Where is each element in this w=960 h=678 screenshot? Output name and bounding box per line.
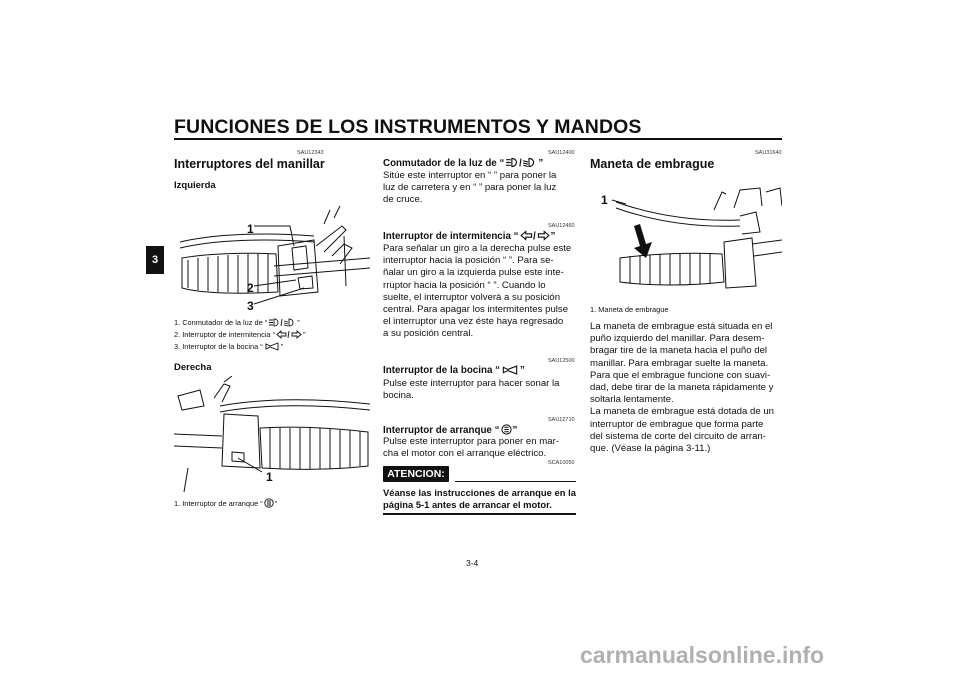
warning-text: Véanse las instrucciones de arranque en la página 5-1 antes de arrancar el motor. xyxy=(383,487,576,510)
s2-heading: Interruptor de intermitencia “ ” xyxy=(383,231,556,242)
caption-item-2: 2. Interruptor de intermitencia “ ” xyxy=(174,329,306,342)
horn-icon xyxy=(264,342,280,354)
caption-start: 1. Interruptor de arranque “ ” xyxy=(174,498,277,511)
page-title: FUNCIONES DE LOS INSTRUMENTOS Y MANDOS xyxy=(174,116,642,138)
section-heading: Interruptores del manillar xyxy=(174,157,325,171)
s3-code: SAU12500 xyxy=(548,358,575,364)
watermark: carmanualsonline.info xyxy=(580,642,825,668)
warning-code: SCA10050 xyxy=(548,460,575,466)
page-number: 3-4 xyxy=(466,558,479,568)
subheading-derecha: Derecha xyxy=(174,362,212,373)
s1-code: SAU12400 xyxy=(548,150,575,156)
section-code: SAU12343 xyxy=(297,150,324,156)
caption-item-1: 1. Conmutador de la luz de “ ” xyxy=(174,317,300,330)
clutch-lever-figure xyxy=(590,182,782,292)
clutch-caption: 1. Maneta de embrague xyxy=(590,305,669,314)
s1-heading: Conmutador de la luz de “ ” xyxy=(383,158,544,169)
s4-body: Pulse este interruptor para poner en mar- cha el motor con el arranque eléctrico. xyxy=(383,436,559,460)
s4-code: SAU12710 xyxy=(548,417,575,423)
horn-icon xyxy=(501,365,519,378)
subheading-izquierda: Izquierda xyxy=(174,180,216,191)
callout-start: 1 xyxy=(266,470,273,484)
s3-heading: Interruptor de la bocina “ ” xyxy=(383,365,525,376)
warning-rule-top xyxy=(455,481,576,482)
clutch-body: La maneta de embrague está situada en el puño izquierdo del manillar. Para desem- bragar tire de la maneta hacia el puño del manillar. Para embragar suelte la maneta. Para que el embrague funcione con suavi- dad, debe tirar de la maneta rápidamente y soltarla lentamente. La maneta de embrague está dotada de un interruptor de embrague que forma parte del sistema de corte del circuito de arran- que. (Véase la página 3-11.) xyxy=(590,321,775,455)
caption-item-3: 3. Interruptor de la bocina “ ” xyxy=(174,341,283,354)
s4-heading: Interruptor de arranque “ ” xyxy=(383,425,518,436)
s1-body: Sitúe este interruptor en “ ” para poner la luz de carretera y en “ ” para poner la luz de cruce. xyxy=(383,170,557,206)
clutch-heading: Maneta de embrague xyxy=(590,157,715,171)
clutch-code: SAU31640 xyxy=(755,150,782,156)
s2-code: SAU12460 xyxy=(548,223,575,229)
headlight-high-low-icon xyxy=(505,157,537,171)
callout-3: 3 xyxy=(247,299,254,313)
title-rule xyxy=(174,138,782,140)
chapter-tab: 3 xyxy=(146,246,164,274)
warning-label: ATENCION: xyxy=(383,466,449,482)
callout-1: 1 xyxy=(247,222,254,236)
clutch-callout-1: 1 xyxy=(601,193,608,207)
turn-left-right-icon xyxy=(520,230,550,244)
left-handlebar-figure xyxy=(174,196,370,314)
s2-body: Para señalar un giro a la derecha pulse este interruptor hacia la posición “ ”. Para se- ñalar un giro a la izquierda pulse este inte- rruptor hacia la posición “ ”. Cuando lo suelte, el interruptor volverá a su posición central. Para apagar los intermitentes pulse el interruptor una vez éste haya regresado a su posición central. xyxy=(383,243,572,340)
start-icon xyxy=(264,498,274,511)
s3-body: Pulse este interruptor para hacer sonar la bocina. xyxy=(383,378,560,402)
callout-2: 2 xyxy=(247,281,254,295)
warning-rule-bottom xyxy=(383,513,576,515)
